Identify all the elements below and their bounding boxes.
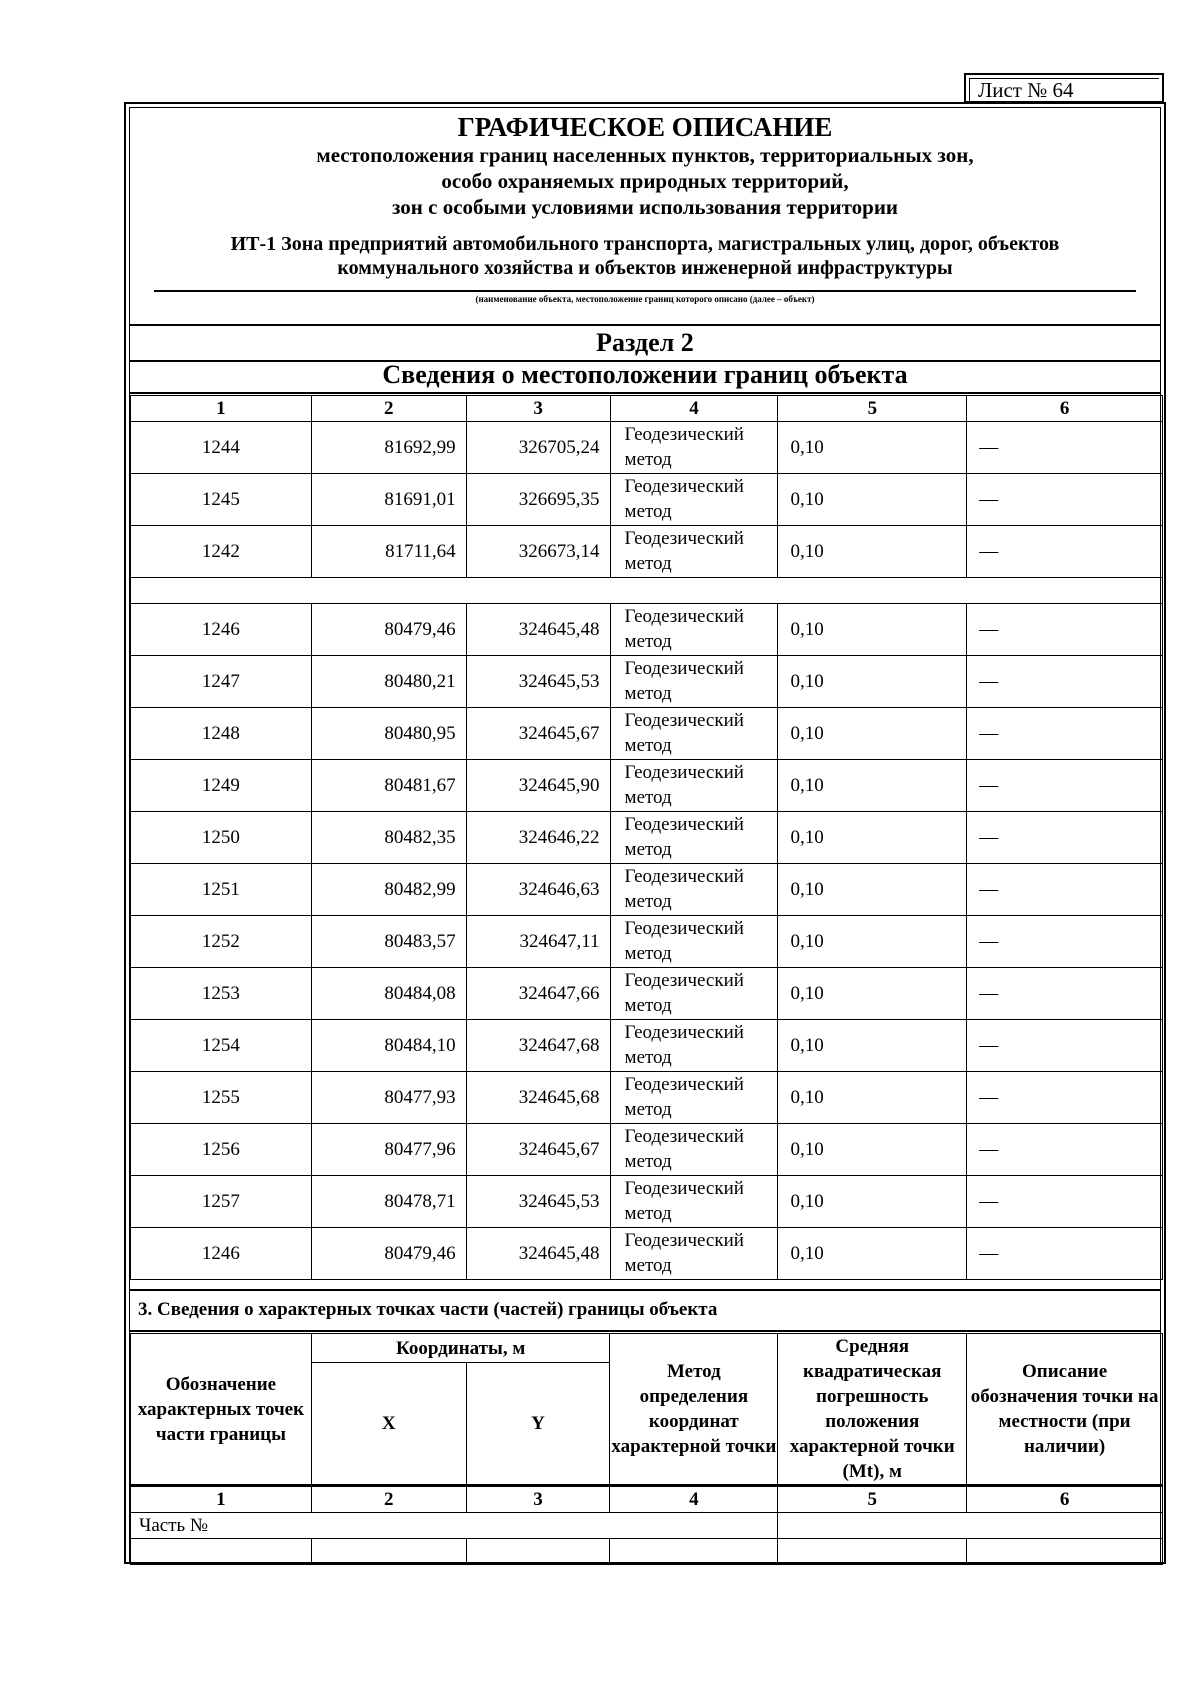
method-line: Геодезический — [624, 424, 744, 445]
method-line: Геодезический — [624, 658, 744, 679]
method-cell — [610, 760, 778, 812]
accuracy: 0,10 — [778, 1176, 967, 1228]
point-number: 1251 — [131, 864, 312, 916]
empty-cell — [466, 1539, 610, 1565]
point-number: 1254 — [131, 1020, 312, 1072]
document-header — [130, 108, 1160, 280]
coord-x: 80477,96 — [311, 1124, 466, 1176]
point-number: 1244 — [131, 422, 312, 474]
method-cell — [610, 656, 778, 708]
point-description: — — [967, 422, 1163, 474]
description-header: Описание обозначения точки на местности (при наличии) — [967, 1334, 1163, 1486]
accuracy: 0,10 — [778, 474, 967, 526]
column-number: 1 — [131, 396, 312, 422]
table-row — [131, 1020, 1163, 1072]
method-line: Геодезический — [624, 762, 744, 783]
column-number: 6 — [967, 1486, 1163, 1513]
method-line: Геодезический — [624, 866, 744, 887]
table-row — [131, 604, 1163, 656]
point-number: 1255 — [131, 1072, 312, 1124]
point-description: — — [967, 1176, 1163, 1228]
point-description: — — [967, 916, 1163, 968]
coord-y: 324645,48 — [466, 604, 610, 656]
coord-y: 324645,48 — [466, 1228, 610, 1280]
coord-x: 81691,01 — [311, 474, 466, 526]
section-subtitle: Сведения о местоположении границ объекта — [130, 360, 1160, 394]
coord-x: 80484,08 — [311, 968, 466, 1020]
method-line: метод — [624, 1255, 672, 1276]
column-number: 1 — [131, 1486, 312, 1513]
table-row — [131, 708, 1163, 760]
contour-separator-row — [131, 578, 1163, 604]
coord-y: 326695,35 — [466, 474, 610, 526]
column-number: 3 — [466, 396, 610, 422]
method-cell — [610, 1228, 778, 1280]
method-line: Геодезический — [624, 1178, 744, 1199]
column-number: 4 — [610, 396, 778, 422]
coord-y: 324645,67 — [466, 1124, 610, 1176]
coord-y: 324645,67 — [466, 708, 610, 760]
method-line: метод — [624, 1047, 672, 1068]
table-row — [131, 916, 1163, 968]
coord-y: 326673,14 — [466, 526, 610, 578]
coords-header: Координаты, м — [311, 1334, 610, 1363]
method-line: метод — [624, 943, 672, 964]
method-line: Геодезический — [624, 710, 744, 731]
point-description: — — [967, 474, 1163, 526]
method-cell — [610, 1020, 778, 1072]
x-header: X — [311, 1363, 466, 1486]
table-row — [131, 1228, 1163, 1280]
empty-cell — [610, 1539, 778, 1565]
method-cell — [610, 968, 778, 1020]
column-number: 4 — [610, 1486, 778, 1513]
accuracy: 0,10 — [778, 864, 967, 916]
accuracy: 0,10 — [778, 1020, 967, 1072]
coord-x: 80479,46 — [311, 1228, 466, 1280]
coord-y: 324646,63 — [466, 864, 610, 916]
method-line: Геодезический — [624, 1126, 744, 1147]
method-cell — [610, 708, 778, 760]
section3-title: 3. Сведения о характерных точках части (частей) границы объекта — [138, 1299, 718, 1320]
coord-y: 324645,53 — [466, 656, 610, 708]
method-cell — [610, 1072, 778, 1124]
column-number: 5 — [778, 1486, 967, 1513]
designation-header: Обозначение характерных точек части границы — [131, 1334, 312, 1486]
method-line: Геодезический — [624, 1074, 744, 1095]
method-header: Метод определения координат характерной точки — [610, 1334, 778, 1486]
method-cell — [610, 422, 778, 474]
coord-x: 81692,99 — [311, 422, 466, 474]
point-number: 1252 — [131, 916, 312, 968]
coord-x: 80483,57 — [311, 916, 466, 968]
point-number: 1245 — [131, 474, 312, 526]
point-description: — — [967, 864, 1163, 916]
column-number: 5 — [778, 396, 967, 422]
method-line: Геодезический — [624, 814, 744, 835]
coord-x: 80482,99 — [311, 864, 466, 916]
column-numbers-row — [131, 396, 1163, 422]
empty-cell — [778, 1513, 1163, 1539]
point-description: — — [967, 1228, 1163, 1280]
table-row — [131, 656, 1163, 708]
accuracy: 0,10 — [778, 526, 967, 578]
column-number: 2 — [311, 396, 466, 422]
coord-y: 324646,22 — [466, 812, 610, 864]
method-line: метод — [624, 683, 672, 704]
method-line: Геодезический — [624, 528, 744, 549]
method-cell — [610, 812, 778, 864]
table-row — [131, 474, 1163, 526]
sheet-number: Лист № 64 — [969, 78, 1159, 101]
empty-cell — [967, 1539, 1163, 1565]
point-description: — — [967, 604, 1163, 656]
document-title: ГРАФИЧЕСКОЕ ОПИСАНИЕ — [457, 112, 833, 142]
method-line: Геодезический — [624, 970, 744, 991]
section-divider — [130, 1330, 1160, 1332]
table-row — [131, 1124, 1163, 1176]
table-row — [131, 526, 1163, 578]
coord-y: 324647,66 — [466, 968, 610, 1020]
coord-y: 326705,24 — [466, 422, 610, 474]
accuracy: 0,10 — [778, 604, 967, 656]
method-line: Геодезический — [624, 476, 744, 497]
point-description: — — [967, 1020, 1163, 1072]
subtitle-line: местоположения границ населенных пунктов, территориальных зон, — [316, 143, 974, 167]
object-name-line: ИТ-1 Зона предприятий автомобильного транспорта, магистральных улиц, дорог, объектов — [230, 233, 1060, 255]
y-header: Y — [466, 1363, 610, 1486]
coord-x: 80480,21 — [311, 656, 466, 708]
method-line: метод — [624, 839, 672, 860]
method-cell — [610, 526, 778, 578]
part-points-table — [130, 1333, 1163, 1565]
method-cell — [610, 604, 778, 656]
accuracy: 0,10 — [778, 1228, 967, 1280]
method-line: Геодезический — [624, 918, 744, 939]
point-description: — — [967, 656, 1163, 708]
accuracy: 0,10 — [778, 1072, 967, 1124]
method-cell — [610, 864, 778, 916]
point-number: 1253 — [131, 968, 312, 1020]
coord-y: 324645,68 — [466, 1072, 610, 1124]
coord-x: 80480,95 — [311, 708, 466, 760]
method-line: метод — [624, 787, 672, 808]
empty-cell — [311, 1539, 466, 1565]
method-line: метод — [624, 891, 672, 912]
method-line: метод — [624, 735, 672, 756]
method-cell — [610, 1124, 778, 1176]
coord-y: 324645,90 — [466, 760, 610, 812]
method-line: Геодезический — [624, 1230, 744, 1251]
boundary-points-table — [130, 395, 1163, 1280]
document-frame — [124, 102, 1166, 1564]
coord-x: 80484,10 — [311, 1020, 466, 1072]
accuracy: 0,10 — [778, 656, 967, 708]
coord-x: 80478,71 — [311, 1176, 466, 1228]
method-line: Геодезический — [624, 606, 744, 627]
accuracy: 0,10 — [778, 1124, 967, 1176]
method-cell — [610, 1176, 778, 1228]
coord-y: 324647,11 — [466, 916, 610, 968]
table-row — [131, 812, 1163, 864]
point-description: — — [967, 968, 1163, 1020]
coord-x: 80479,46 — [311, 604, 466, 656]
object-caption: (наименование объекта, местоположение границ которого описано (далее – объект) — [475, 294, 815, 304]
method-line: метод — [624, 1099, 672, 1120]
method-line: метод — [624, 553, 672, 574]
object-name-line: коммунального хозяйства и объектов инженерной инфраструктуры — [337, 257, 953, 279]
point-number: 1249 — [131, 760, 312, 812]
accuracy: 0,10 — [778, 916, 967, 968]
point-number: 1246 — [131, 604, 312, 656]
point-description: — — [967, 526, 1163, 578]
method-line: метод — [624, 1203, 672, 1224]
point-number: 1256 — [131, 1124, 312, 1176]
method-line: Геодезический — [624, 1022, 744, 1043]
empty-cell — [131, 1539, 312, 1565]
table-row — [131, 864, 1163, 916]
section-divider — [130, 1289, 1160, 1291]
accuracy-header: Средняя квадратическая погрешность положения характерной точки (Mt), м — [778, 1334, 967, 1486]
accuracy: 0,10 — [778, 760, 967, 812]
table-row — [131, 422, 1163, 474]
point-description: — — [967, 812, 1163, 864]
subtitle-line: зон с особыми условиями использования территории — [391, 195, 899, 219]
method-line: метод — [624, 501, 672, 522]
sheet-number-box — [964, 73, 1164, 103]
table-row — [131, 1072, 1163, 1124]
method-line: метод — [624, 995, 672, 1016]
point-number: 1246 — [131, 1228, 312, 1280]
object-name-underline — [154, 290, 1136, 292]
coord-y: 324645,53 — [466, 1176, 610, 1228]
accuracy: 0,10 — [778, 968, 967, 1020]
point-description: — — [967, 1072, 1163, 1124]
point-number: 1248 — [131, 708, 312, 760]
part-label: Часть № — [131, 1513, 778, 1539]
table-row — [131, 968, 1163, 1020]
table-row — [131, 1176, 1163, 1228]
coord-x: 80477,93 — [311, 1072, 466, 1124]
accuracy: 0,10 — [778, 708, 967, 760]
point-number: 1250 — [131, 812, 312, 864]
point-description: — — [967, 708, 1163, 760]
empty-cell — [131, 578, 1163, 604]
point-description: — — [967, 1124, 1163, 1176]
column-number: 2 — [311, 1486, 466, 1513]
point-description: — — [967, 760, 1163, 812]
accuracy: 0,10 — [778, 422, 967, 474]
method-line: метод — [624, 449, 672, 470]
coord-x: 81711,64 — [311, 526, 466, 578]
subtitle-line: особо охраняемых природных территорий, — [441, 169, 849, 193]
point-number: 1242 — [131, 526, 312, 578]
section-title: Раздел 2 — [130, 324, 1160, 362]
table-row — [131, 760, 1163, 812]
point-number: 1247 — [131, 656, 312, 708]
method-cell — [610, 916, 778, 968]
coord-x: 80482,35 — [311, 812, 466, 864]
coord-x: 80481,67 — [311, 760, 466, 812]
method-line: метод — [624, 1151, 672, 1172]
method-cell — [610, 474, 778, 526]
accuracy: 0,10 — [778, 812, 967, 864]
method-line: метод — [624, 631, 672, 652]
column-number: 3 — [466, 1486, 610, 1513]
coord-y: 324647,68 — [466, 1020, 610, 1072]
column-number: 6 — [967, 396, 1163, 422]
point-number: 1257 — [131, 1176, 312, 1228]
empty-cell — [778, 1539, 967, 1565]
